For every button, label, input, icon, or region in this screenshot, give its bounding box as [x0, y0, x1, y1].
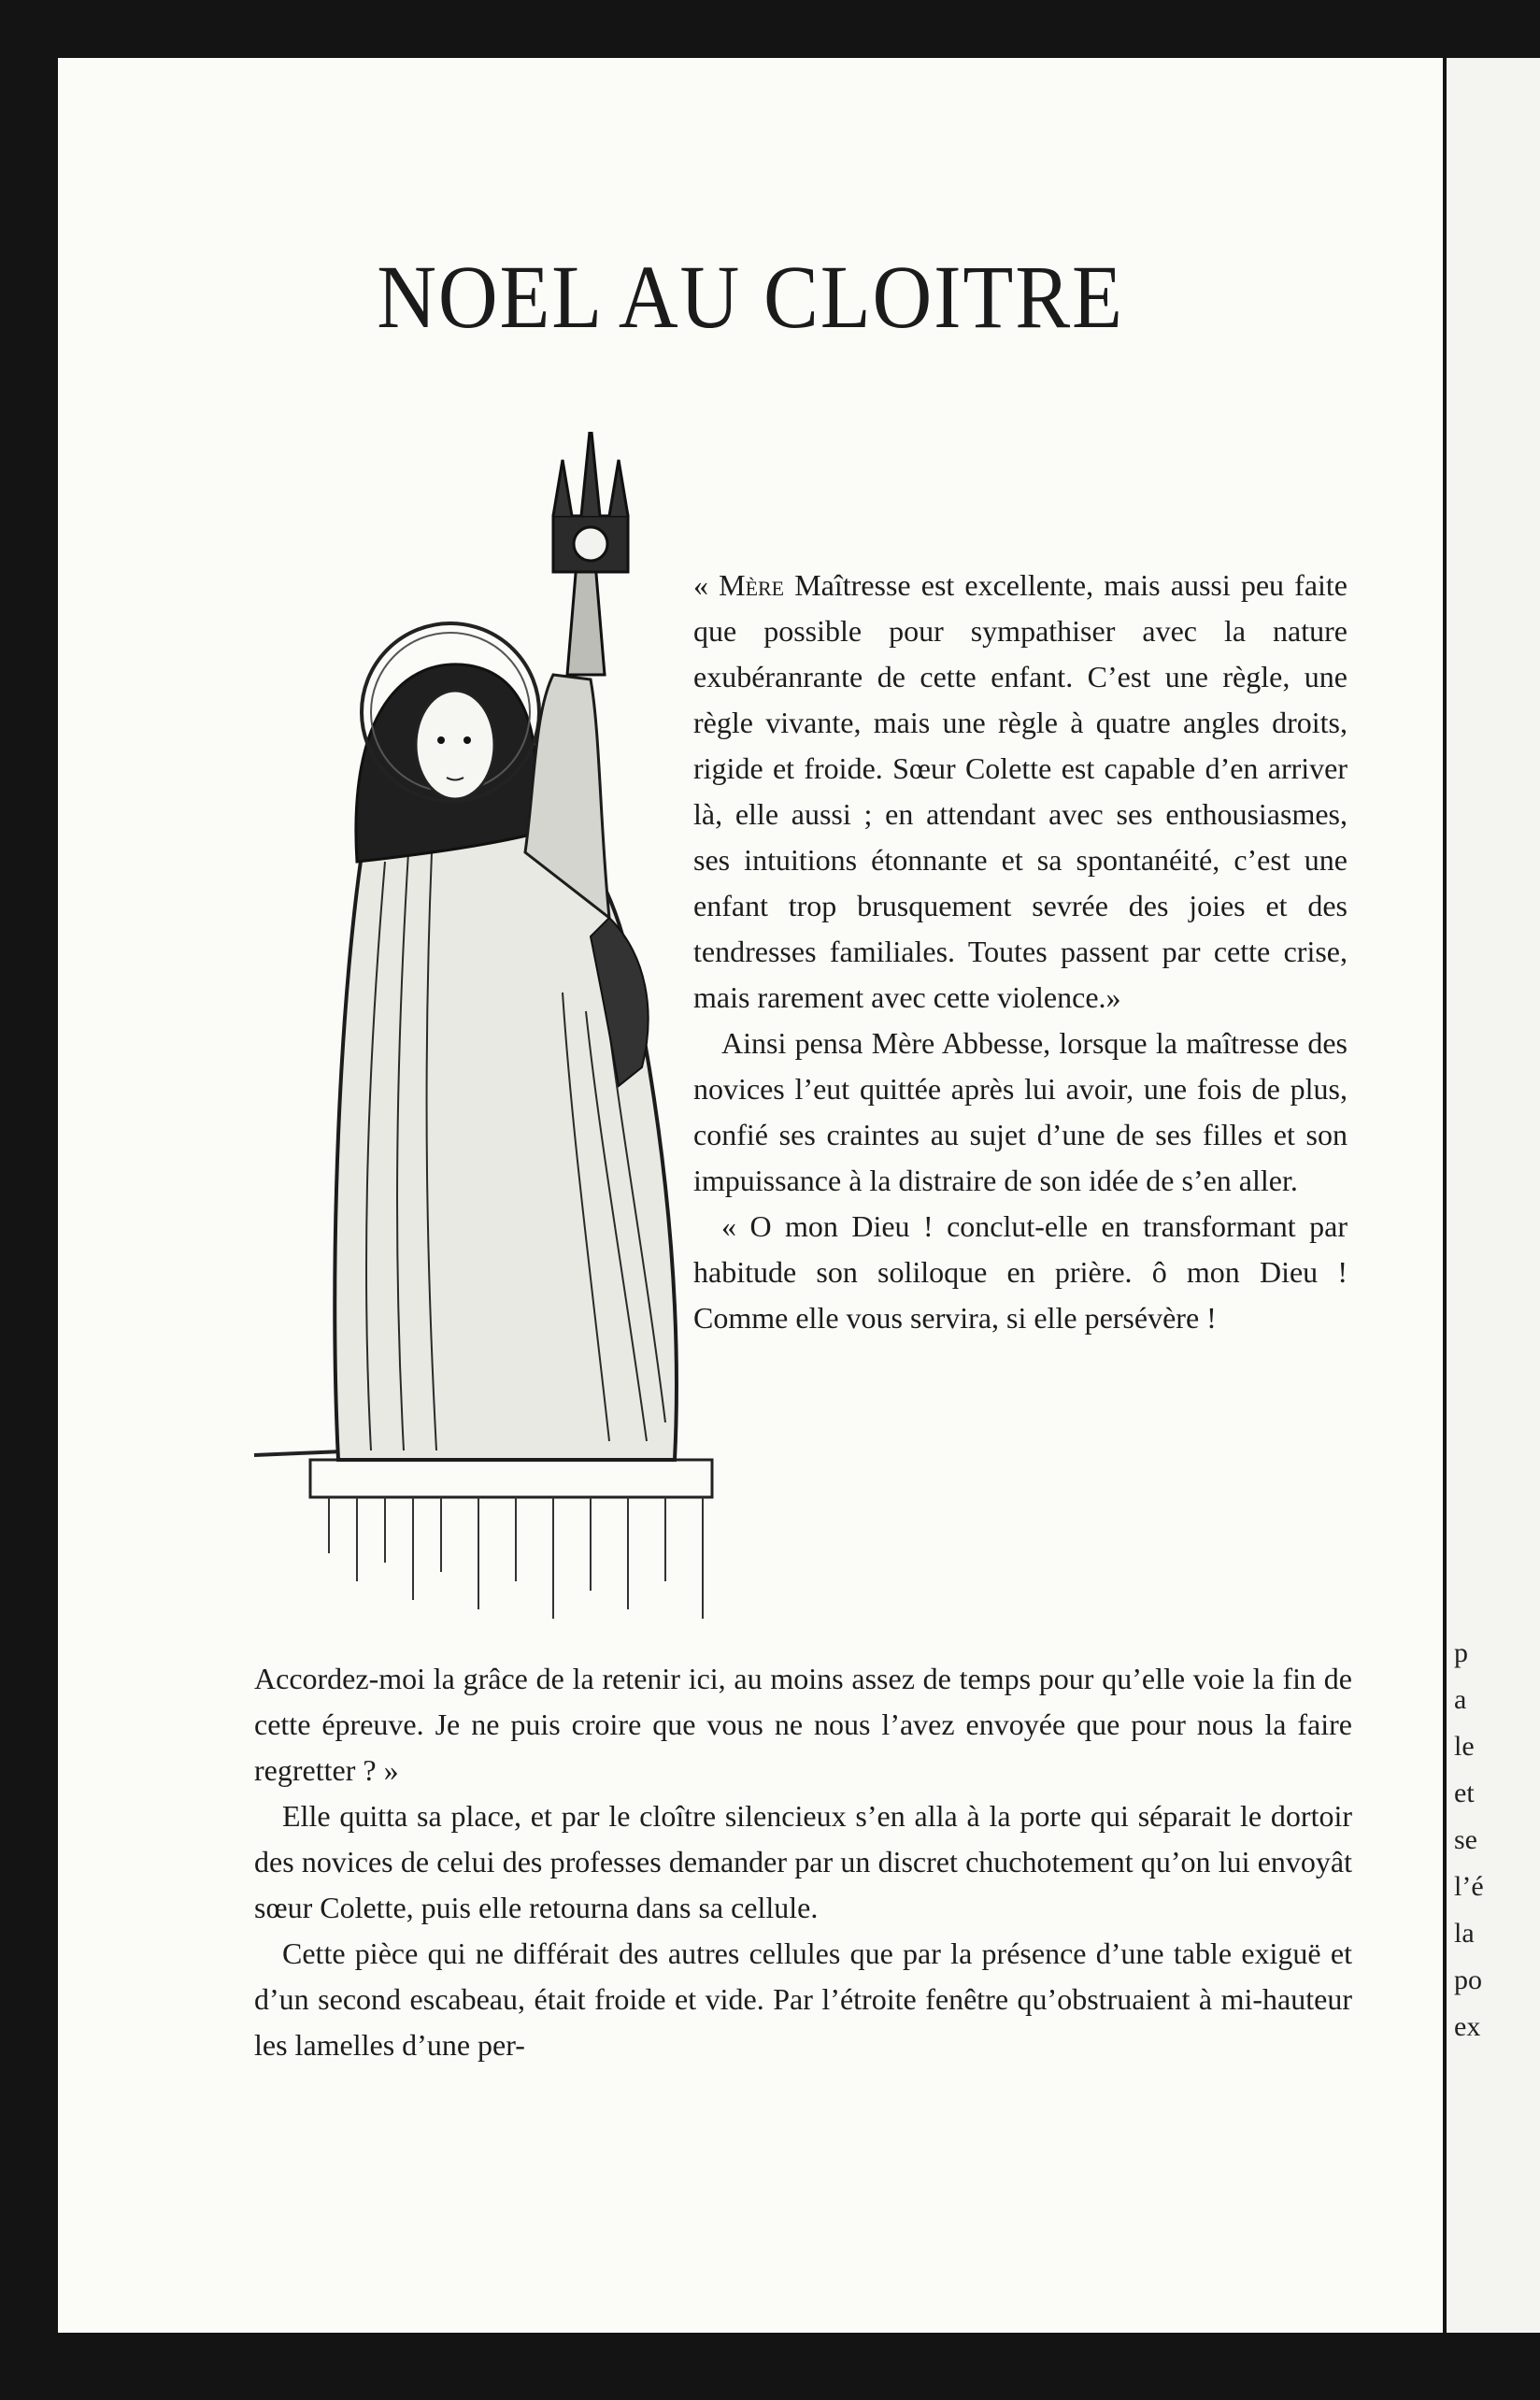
left-page — [58, 58, 1443, 2333]
paragraph-5: Cette pièce qui ne différait des autres cellules que par la présence d’une table exiguë et d’un second escabeau, était froide et vide. Par l’étroite fenêtre qu’obstruaient à mi-hauteur les lamelles d’une per- — [254, 1936, 1352, 2062]
right-fragment: la — [1454, 1918, 1475, 1949]
monstrance — [553, 432, 628, 675]
right-fragment: a — [1454, 1684, 1467, 1715]
paragraph-2: Ainsi pensa Mère Abbesse, lorsque la maîtresse des novices l’eut quittée après lui avoir, une fois de plus, confié ses craintes au sujet d’une de ses filles et son impuissance à la distraire de son idée de s’en aller. — [693, 1026, 1348, 1197]
right-page-edge — [1447, 58, 1540, 2333]
paragraph-4: Elle quitta sa place, et par le cloître silencieux s’en alla à la porte qui séparait le dortoir des novices de celui des professes demander par un discret chuchotement qu’on lui envoyât sœur Colette, puis elle retourna dans sa cellule. — [254, 1799, 1352, 1924]
paragraph-1: Maîtresse est excellente, mais aussi peu faite que possible pour sympathiser avec la nature exubéranrante de cette enfant. C’est une règle, une règle vivante, mais une règle à quatre angles droits, rigide et froide. Sœur Colette est capable d’en arriver là, elle aussi ; en attendant avec ses enthousiasmes, ses intuitions étonnante et sa spontanéité, c’est une enfant trop brusquement sevrée des joies et des tendresses familiales. Toutes passent par cette crise, mais rarement avec cette violence.» — [693, 568, 1348, 1014]
pedestal-top — [310, 1460, 712, 1497]
right-fragment: po — [1454, 1964, 1482, 1995]
right-fragment: p — [1454, 1637, 1468, 1668]
quote-open: « — [693, 568, 720, 602]
right-fragment: ex — [1454, 2011, 1481, 2042]
full-width-text — [254, 1656, 1352, 2068]
column-text — [693, 563, 1348, 1341]
paragraph-3-continued: Accordez-moi la grâce de la retenir ici, au moins assez de temps pour qu’elle voie la fin de cette épreuve. Je ne puis croire que vous ne nous l’avez envoyée que pour nous la faire regretter ? » — [254, 1662, 1352, 1787]
right-fragment: le — [1454, 1731, 1475, 1762]
face — [416, 691, 494, 799]
paragraph-3: « O mon Dieu ! conclut-elle en transformant par habitude son soliloque en prière. ô mon Dieu ! Comme elle vous servira, si elle persévère ! — [693, 1209, 1348, 1335]
right-fragment: l’é — [1454, 1871, 1484, 1902]
smallcaps-word: Mère — [719, 568, 785, 602]
right-fragment: et — [1454, 1778, 1475, 1808]
page-title: NOEL AU CLOITRE — [377, 247, 1124, 347]
right-fragment: se — [1454, 1824, 1477, 1855]
